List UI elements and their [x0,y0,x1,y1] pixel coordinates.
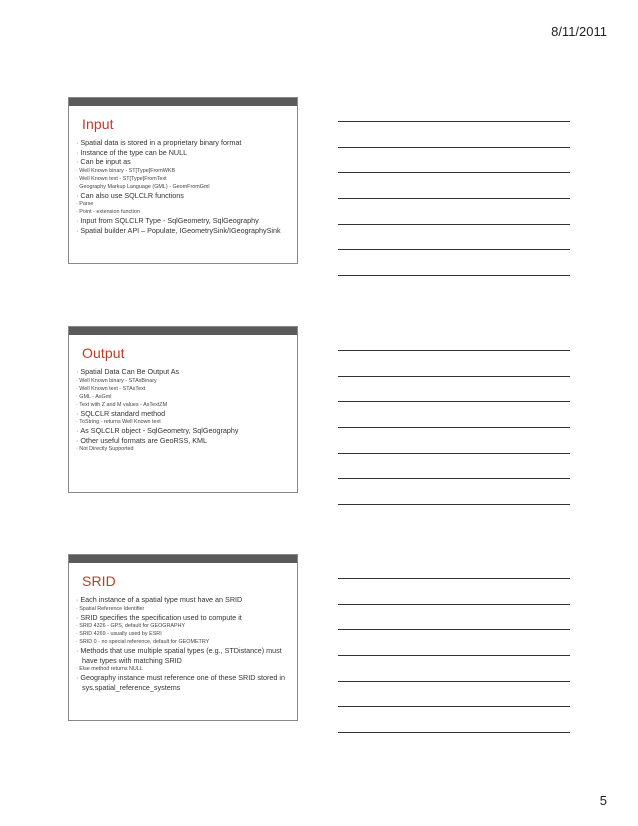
sub-bullet-item: · Well Known binary - ST[Type]FromWKB [82,167,291,175]
note-line [338,249,570,250]
sub-bullet-item: · Point - extension function [82,208,291,216]
slide-title: Input [82,116,114,132]
note-line [338,275,570,276]
bullet-item: · Input from SQLCLR Type - SqlGeometry, SqlGeography [82,216,291,226]
note-line [338,604,570,605]
bullet-item: · As SQLCLR object - SqlGeometry, SqlGeography [82,426,291,436]
sub-bullet-item: · Text with Z and M values - AsTextZM [82,401,291,409]
page-number: 5 [599,793,607,808]
note-line [338,224,570,225]
bullet-item: · Spatial data is stored in a proprietary binary format [82,138,291,148]
note-line [338,578,570,579]
note-line [338,427,570,428]
sub-bullet-item: · Parse [82,200,291,208]
note-line [338,121,570,122]
note-line [338,172,570,173]
bullet-item: · Spatial Data Can Be Output As [82,367,291,377]
note-line [338,401,570,402]
bullet-item: · Geography instance must reference one of these SRID stored in sys.spatial_reference_systems [82,673,291,692]
slide-thumbnail-input [68,97,298,264]
bullet-item: · Instance of the type can be NULL [82,148,291,158]
slide-bullet-list [79,138,291,236]
sub-bullet-item: · SRID 4269 - usually used by ESRI [82,630,291,638]
sub-bullet-item: · Not Directly Supported [82,445,291,453]
slide-bullet-list [79,595,291,693]
sub-bullet-item: · SRID 0 - no special reference, default for GEOMETRY [82,638,291,646]
sub-bullet-item: · Well Known binary - STAsBinary [82,377,291,385]
note-line [338,655,570,656]
slide-header-bar [69,555,297,563]
note-line [338,350,570,351]
bullet-item: · Can be input as [82,157,291,167]
slide-bullet-list [79,367,291,453]
sub-bullet-item: · Geography Markup Language (GML) - GeomFromGml [82,183,291,191]
bullet-item: · SQLCLR standard method [82,409,291,419]
bullet-item: · Other useful formats are GeoRSS, KML [82,436,291,446]
slide-title: Output [82,345,125,361]
note-line [338,732,570,733]
note-line [338,681,570,682]
bullet-item: · Can also use SQLCLR functions [82,191,291,201]
note-line [338,198,570,199]
bullet-item: · Spatial builder API – Populate, IGeometrySink/IGeographySink [82,226,291,236]
sub-bullet-item: · SRID 4326 - GPS, default for GEOGRAPHY [82,622,291,630]
note-line [338,629,570,630]
slide-header-bar [69,327,297,335]
note-line [338,706,570,707]
sub-bullet-item: · Well Known text - STAsText [82,385,291,393]
sub-bullet-item: · Spatial Reference Identifier [82,605,291,613]
sub-bullet-item: · ToString - returns Well Known text [82,418,291,426]
note-line [338,147,570,148]
sub-bullet-item: · Well Known text - ST[Type]FromText [82,175,291,183]
bullet-item: · SRID specifies the specification used to compute it [82,613,291,623]
sub-bullet-item: · Else method returns NULL [82,665,291,673]
bullet-item: · Methods that use multiple spatial types (e.g., STDistance) must have types with matching SRID [82,646,291,665]
slide-thumbnail-output [68,326,298,493]
note-line [338,478,570,479]
slide-title: SRID [82,573,116,589]
bullet-item: · Each instance of a spatial type must have an SRID [82,595,291,605]
note-line [338,376,570,377]
note-line [338,504,570,505]
sub-bullet-item: · GML - AsGml [82,393,291,401]
slide-thumbnail-srid [68,554,298,721]
slide-header-bar [69,98,297,106]
page-date: 8/11/2011 [551,24,607,39]
note-line [338,453,570,454]
